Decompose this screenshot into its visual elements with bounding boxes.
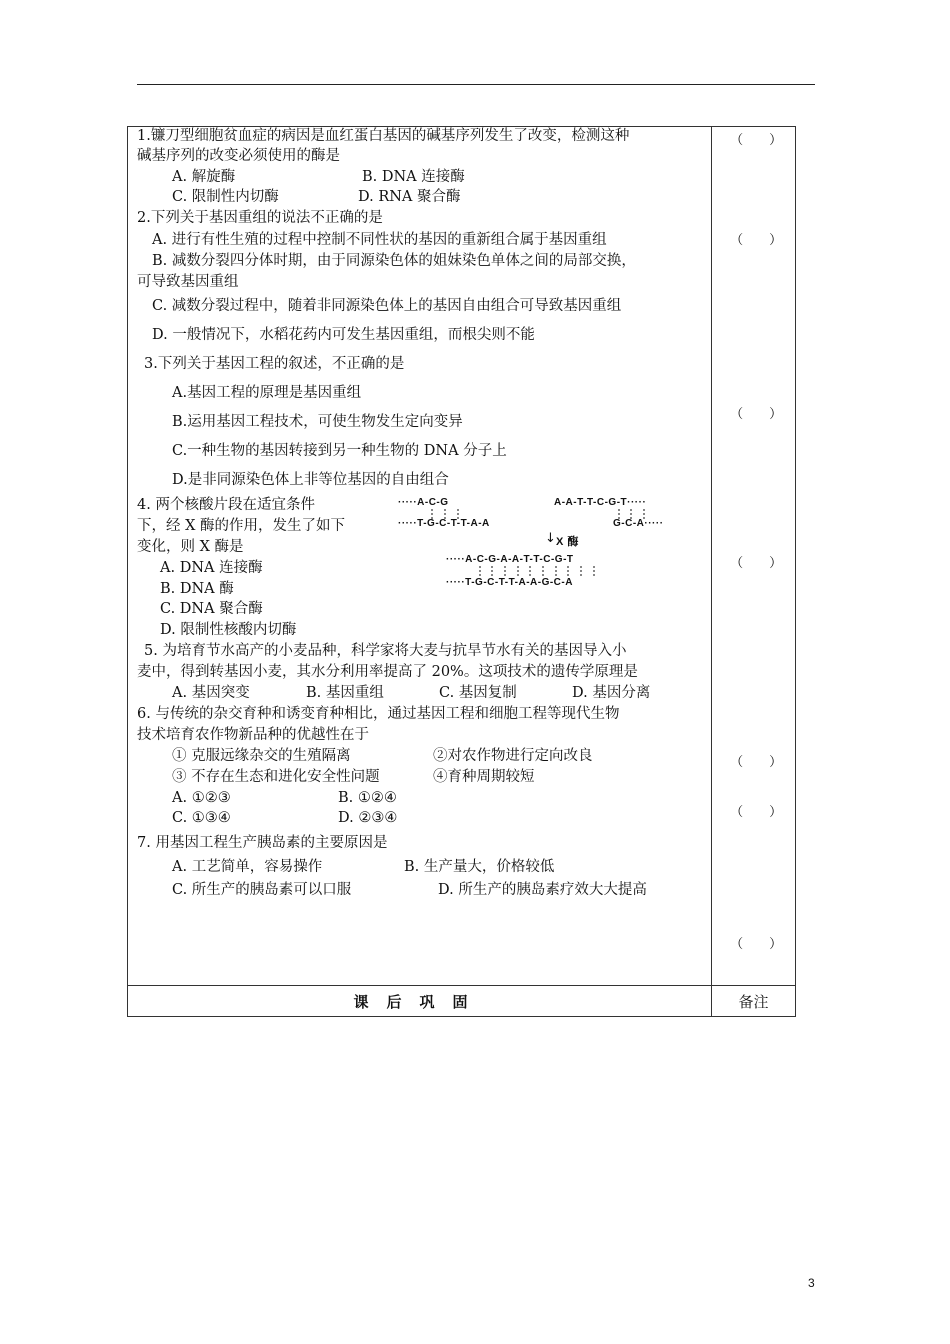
questions-cell — [128, 127, 712, 986]
q3-option-a: A.基因工程的原理是基因重组 — [172, 385, 362, 401]
q2-option-c: C. 减数分裂过程中，随着非同源染色体上的基因自由组合可导致基因重组 — [152, 298, 622, 314]
fragment1-bottom-strand: ·····T-G-C-T-T-A-A — [398, 518, 490, 529]
answer-blank-q4[interactable]: （ ） — [730, 556, 783, 571]
header-rule — [137, 84, 815, 85]
q5-stem-line2: 麦中，得到转基因小麦，其水分利用率提高了 20%。这项技术的遗传学原理是 — [137, 664, 638, 680]
q6-item-2: ②对农作物进行定向改良 — [433, 748, 593, 764]
answer-blank-q3[interactable]: （ ） — [730, 407, 783, 422]
q1-option-b: B. DNA 连接酶 — [362, 169, 465, 185]
answer-blank-q1[interactable]: （ ） — [730, 133, 783, 148]
q4-option-d: D. 限制性核酸内切酶 — [160, 622, 297, 638]
worksheet-table — [127, 126, 796, 1017]
answer-blank-q7[interactable]: （ ） — [730, 937, 783, 952]
section-title-homework: 课后巩固 — [128, 986, 712, 1017]
q3-option-b: B.运用基因工程技术，可使生物发生定向变异 — [172, 414, 463, 430]
q3-option-d: D.是非同源染色体上非等位基因的自由组合 — [172, 472, 449, 488]
q3-stem: 3.下列关于基因工程的叙述，不正确的是 — [144, 356, 405, 372]
page-number: 3 — [808, 1276, 815, 1290]
q2-option-a: A. 进行有性生殖的过程中控制不同性状的基因的重新组合属于基因重组 — [152, 232, 607, 248]
down-arrow-icon: ↓ — [545, 531, 556, 546]
q5-option-d: D. 基因分离 — [572, 685, 651, 701]
q7-option-b: B. 生产量大，价格较低 — [404, 859, 555, 875]
enzyme-x-label: X 酶 — [556, 536, 579, 548]
q4-option-c: C. DNA 聚合酶 — [160, 601, 263, 617]
q1-stem-line2: 碱基序列的改变必须使用的酶是 — [137, 148, 340, 164]
fragment1-top-strand: ·····A-C-G — [398, 497, 449, 508]
q4-stem-line1: 4. 两个核酸片段在适宜条件 — [137, 497, 315, 513]
q6-option-d: D. ②③④ — [338, 810, 398, 826]
q1-stem-line1: 1.镰刀型细胞贫血症的病因是血红蛋白基因的碱基序列发生了改变，检测这种 — [137, 128, 630, 144]
fragment2-top-strand: A-A-T-T-C-G-T····· — [554, 497, 647, 508]
q2-stem: 2.下列关于基因重组的说法不正确的是 — [137, 210, 383, 226]
product-bottom-strand: ·····T-G-C-T-T-A-A-G-C-A — [446, 577, 573, 588]
q7-stem: 7. 用基因工程生产胰岛素的主要原因是 — [137, 835, 388, 851]
q5-option-c: C. 基因复制 — [439, 685, 517, 701]
q3-option-c: C.一种生物的基因转接到另一种生物的 DNA 分子上 — [172, 443, 507, 459]
q6-stem-line2: 技术培育农作物新品种的优越性在于 — [137, 727, 369, 743]
q6-option-a: A. ①②③ — [172, 790, 231, 806]
q1-option-a: A. 解旋酶 — [172, 169, 236, 185]
q5-option-a: A. 基因突变 — [172, 685, 250, 701]
q6-option-b: B. ①②④ — [338, 790, 397, 806]
notes-header: 备注 — [712, 986, 796, 1017]
q4-option-a: A. DNA 连接酶 — [160, 560, 263, 576]
answer-blank-q5[interactable]: （ ） — [730, 755, 783, 770]
q4-option-b: B. DNA 酶 — [160, 581, 234, 597]
q6-option-c: C. ①③④ — [172, 810, 231, 826]
q1-option-c: C. 限制性内切酶 — [172, 189, 279, 205]
q7-option-c: C. 所生产的胰岛素可以口服 — [172, 882, 352, 898]
q2-option-b-line1: B. 减数分裂四分体时期，由于同源染色体的姐妹染色单体之间的局部交换， — [152, 253, 636, 269]
q2-option-b-line2: 可导致基因重组 — [137, 274, 239, 290]
hydrogen-bond-marks — [398, 495, 698, 595]
q6-stem-line1: 6. 与传统的杂交育种和诱变育种相比，通过基因工程和细胞工程等现代生物 — [137, 706, 620, 722]
answer-blank-q6[interactable]: （ ） — [730, 805, 783, 820]
q1-option-d: D. RNA 聚合酶 — [358, 189, 461, 205]
q6-item-4: ④育种周期较短 — [433, 769, 535, 785]
dna-ligation-diagram — [398, 495, 698, 595]
q6-item-1: ① 克服远缘杂交的生殖隔离 — [172, 748, 351, 764]
q4-stem-line3: 变化，则 X 酶是 — [137, 539, 244, 555]
q5-stem-line1: 5. 为培育节水高产的小麦品种，科学家将大麦与抗旱节水有关的基因导入小 — [144, 643, 627, 659]
fragment2-bottom-strand: G-C-A····· — [613, 518, 664, 529]
q2-option-d: D. 一般情况下，水稻花药内可发生基因重组，而根尖则不能 — [152, 327, 535, 343]
q6-item-3: ③ 不存在生态和进化安全性问题 — [172, 769, 380, 785]
q4-stem-line2: 下，经 X 酶的作用，发生了如下 — [137, 518, 346, 534]
answer-blank-q2[interactable]: （ ） — [730, 233, 783, 248]
q7-option-d: D. 所生产的胰岛素疗效大大提高 — [438, 882, 647, 898]
answers-cell — [712, 127, 796, 986]
q7-option-a: A. 工艺简单，容易操作 — [172, 859, 323, 875]
q5-option-b: B. 基因重组 — [306, 685, 384, 701]
product-top-strand: ·····A-C-G-A-A-T-T-C-G-T — [446, 554, 574, 565]
